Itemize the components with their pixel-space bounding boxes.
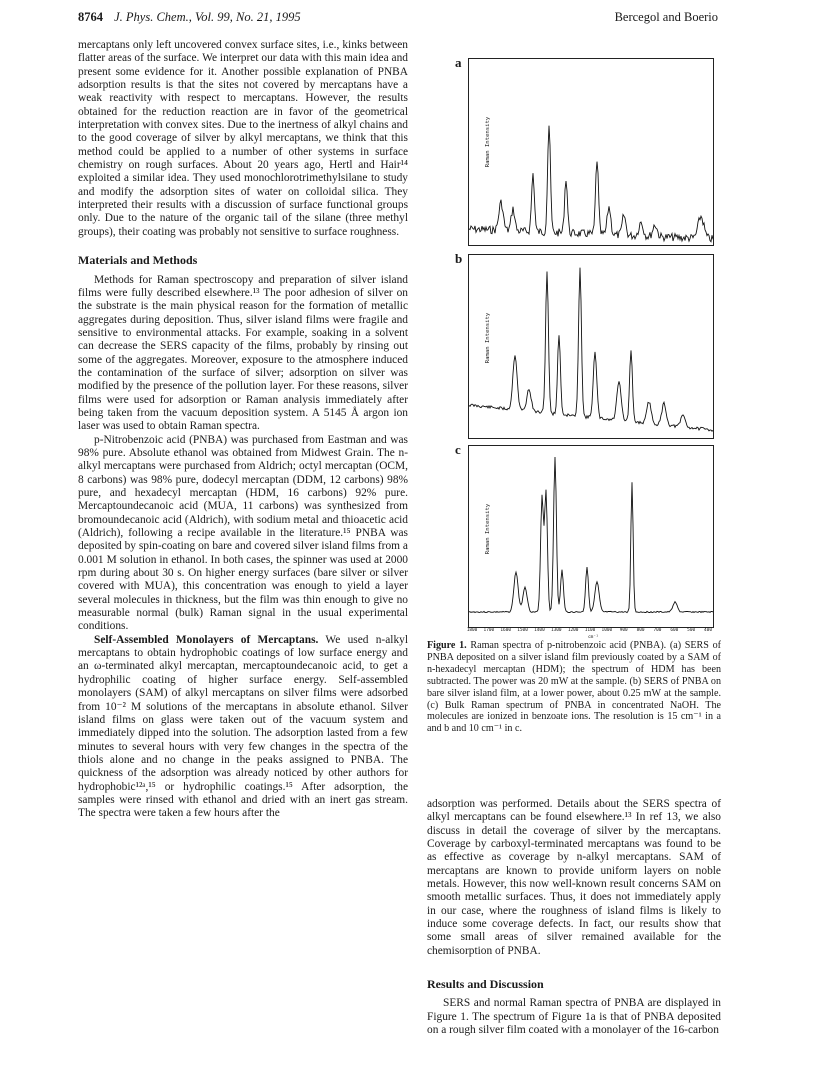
x-tick-label: 1800 <box>466 628 478 633</box>
x-tick-label: 400 <box>704 628 712 633</box>
x-tick-label: 1100 <box>584 628 596 633</box>
panel-b-ylabel: Raman Intensity <box>485 312 491 364</box>
sam-text: We used n-alkyl mercaptans to obtain hydrophobic coatings of low surface energy and an ω-terminated alkyl mercaptan, mercaptoundecanoic acid, to get a hydrophilic coating of higher surface energy. Self-assembled monolayers (SAM) of alkyl mercaptans on silver films were adsorbed from 10⁻² M solutions of the mercaptans in absolute ethanol. Silver island films on glass were taken out of the vacuum system and immediately dipped into the solution. The adsorption lasted from a few minutes to several hours with very few changes in the spectra of the thiols alone and no change in the peaks assigned to PNBA. The quickness of the adsorption was already noticed by other authors for hydrophobic¹²ᵃ,¹⁵ or hydrophilic coatings.¹⁵ After adsorption, the samples were rinsed with ethanol and dried with an inert gas stream. The spectra were taken a few hours after the <box>78 633 408 820</box>
page-header <box>78 10 718 30</box>
results-heading: Results and Discussion <box>427 977 544 992</box>
panel-a-ylabel: Raman Intensity <box>485 116 491 168</box>
x-tick-label: 500 <box>687 628 696 633</box>
sam-runin-heading: Self-Assembled Monolayers of Mercaptans. <box>94 633 319 646</box>
x-tick-label: 1300 <box>550 628 562 633</box>
journal-citation: J. Phys. Chem., Vol. 99, No. 21, 1995 <box>114 10 301 24</box>
spectrum-line-a <box>469 126 713 242</box>
x-tick-label: 1000 <box>601 628 613 633</box>
x-tick-label: 800 <box>636 628 645 633</box>
panel-letter-c: c <box>455 442 461 457</box>
x-tick-label: 1400 <box>534 628 545 633</box>
spectrum-line-b <box>469 268 713 432</box>
panel-letter-b: b <box>455 251 463 266</box>
left-column <box>78 39 408 821</box>
spectrum-b <box>469 255 713 438</box>
sam-paragraph <box>78 634 408 821</box>
spectrum-a <box>469 59 713 245</box>
results-paragraph-1: SERS and normal Raman spectra of PNBA are displayed in Figure 1. The spectrum of Figure 1a is that of PNBA deposited on a rough silver film coated with a monolayer of the 16-carbon <box>427 997 721 1037</box>
running-authors: Bercegol and Boerio <box>614 10 718 24</box>
intro-paragraph: mercaptans only left uncovered convex surface sites, i.e., kinks between flatter areas of the surface. We interpret our data with this main idea and present some evidence for it. Another possible explanation of PNBA adsorption results is that the sites not covered by mercaptans have a weak reactivity with respect to mercaptans. However, the results obtained for the reduction reaction are in favor of the geometrical interpretation with convex sites. Due to the inertness of alkyl chains and to the good coverage of silver by alkyl mercaptans, we think that this method could be applied to a number of other systems in surface chemistry on rough surfaces. About 20 years ago, Hertl and Hair¹⁴ exploited a similar idea. They used monochlorotrimethylsilane to study and modify the adsorption sites of water on colloidal silica. They interpreted their results with a discussion of surface functional groups only. Due to the nature of the organic tail of the silane (three methyl groups), their coating was probably not sensitive to surface roughness. <box>78 39 408 238</box>
panel-c-ylabel: Raman Intensity <box>485 503 491 555</box>
figure-caption <box>427 640 721 735</box>
x-tick-label: 1700 <box>483 628 495 633</box>
figure-panel-c <box>455 442 714 628</box>
methods-paragraph-1: Methods for Raman spectroscopy and preparation of silver island films were fully described elsewhere.¹³ The poor adhesion of silver on the substrate is the main physical reason for the formation of metallic aggregates during deposition. Thus, silver island films were fragile and sensitive to environmental attacks. For example, soaking in a solvent can decrease the SERS capacity of the films, probably by rinsing out some of the aggregates. Moreover, exposure to the atmosphere induced the contamination of the surface of silver; adsorption on silver was modified by the presence of the pollution layer. For these reasons, silver films were used for adsorption or Raman analysis immediately after being taken from the vacuum deposition system. A 5145 Å argon ion laser was used to obtain Raman spectra. <box>78 273 408 433</box>
spectrum-line-c <box>469 457 713 613</box>
x-tick-label: 900 <box>619 628 628 633</box>
panel-letter-a: a <box>455 55 462 70</box>
spectrum-c <box>469 446 713 627</box>
x-tick-label: 1600 <box>500 628 511 633</box>
figure-panel-a <box>455 55 714 246</box>
methods-heading: Materials and Methods <box>78 253 198 268</box>
x-tick-label: 700 <box>653 628 662 633</box>
continued-paragraph: adsorption was performed. Details about the SERS spectra of alkyl mercaptans can be found elsewhere.¹³ In ref 13, we also discuss in detail the coverage of silver by the mercaptans. Coverage by carboxyl-terminated mercaptans was found to be as effective as coverage by n-alkyl mercaptans. SAM of mercaptans are known to provide uniform layers on noble metals. However, this now well-known result concerns SAM on smooth metallic surfaces. Thus, it does not immediately apply in our case, where the roughness of island films is likely to induce some coverage defects. In fact, our results show that some small areas of silver remained available for the chemisorption of PNBA. <box>427 798 721 957</box>
figure-panel-b <box>455 251 714 439</box>
caption-text: Raman spectra of p-nitrobenzoic acid (PNBA). (a) SERS of PNBA deposited on a silver island film previously coated by a SAM of n-hexadecyl mercaptan (HDM); the spectrum of HDM has been subtracted. The power was 20 mW at the sample. (b) SERS of PNBA on bare silver island film, at a lower power, about 0.25 mW at the sample. (c) Bulk Raman spectrum of PNBA in concentrated NaOH. The molecules are ionized in benzoate ions. The resolution is 15 cm⁻¹ in a and b and 10 cm⁻¹ in c. <box>427 640 721 735</box>
x-tick-label: 1200 <box>567 628 579 633</box>
caption-label: Figure 1. <box>427 640 467 651</box>
x-axis-unit: cm⁻¹ <box>588 635 599 640</box>
x-tick-label: 600 <box>670 628 679 633</box>
x-tick-label: 1500 <box>517 628 528 633</box>
methods-paragraph-2: p-Nitrobenzoic acid (PNBA) was purchased from Eastman and was 98% pure. Absolute ethanol was obtained from Midwest Grain. The n-alkyl mercaptans were purchased from Aldrich; octyl mercaptan (OCM, 8 carbons) was 98% pure, dodecyl mercaptan (DDM, 12 carbons) 98% pure, and hexadecyl mercaptan (HDM, 16 carbons) 92% pure. Mercaptoundecanoic acid (MUA, 11 carbons) was synthesized from bromoundecanoic acid (Aldrich), with sodium metal and thioacetic acid (Aldrich), following a recipe available in the literature.¹⁵ PNBA was deposited by spin-coating on bare and covered silver island films from a 0.001 M solution in ethanol. In both cases, the spinner was used at 2000 rpm during about 30 s. On higher energy surfaces (bare silver or silver covered with MUA), this concentration was enough to yield a layer several molecules in thickness, but the film was thin enough to give no measurable normal (bulk) Raman signal in the usual experimental conditions. <box>78 433 408 633</box>
right-column <box>427 798 721 1038</box>
page-number: 8764 <box>78 10 103 24</box>
